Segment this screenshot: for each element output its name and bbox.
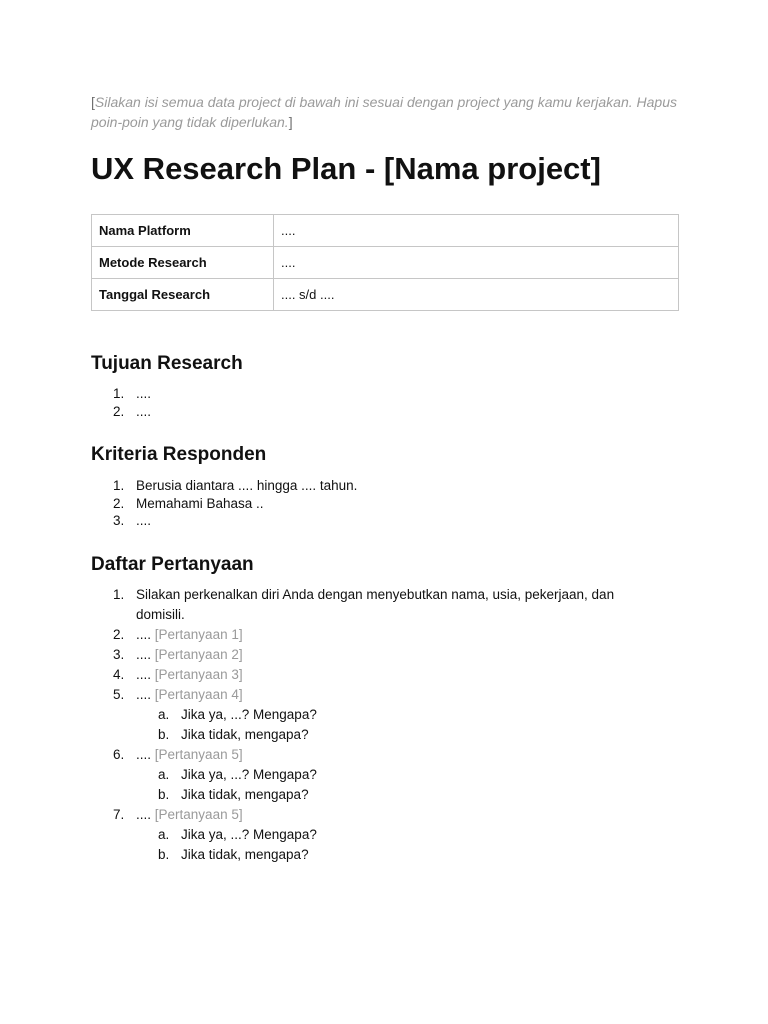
list-number: 1. [113, 478, 125, 493]
tujuan-list [91, 385, 151, 420]
list-text: .... [136, 403, 152, 419]
kriteria-list [91, 477, 357, 530]
list-item [91, 385, 151, 403]
question-text: .... [136, 627, 152, 642]
list-number: 4. [113, 667, 125, 682]
list-number: 7. [113, 807, 125, 822]
question-item [91, 805, 651, 865]
sub-list-letter: a. [158, 707, 170, 722]
question-item [91, 585, 651, 625]
table-value: .... [274, 247, 679, 279]
question-hint: [Pertanyaan 5] [154, 747, 243, 762]
note-text: Silakan isi semua data project di bawah ini sesuai dengan project yang kamu kerjakan. Hapus poin-poin yang tidak diperlukan. [91, 94, 678, 130]
note-close-bracket: ] [288, 114, 293, 130]
question-text: .... [136, 667, 152, 682]
sub-list-letter: b. [158, 727, 170, 742]
list-text: .... [136, 513, 152, 528]
note-open-bracket: [ [91, 94, 95, 110]
list-item [91, 495, 357, 513]
list-item [91, 477, 357, 495]
sub-question-text: Jika ya, ...? Mengapa? [181, 707, 317, 722]
table-label: Tanggal Research [92, 279, 274, 311]
table-value: .... s/d .... [274, 279, 679, 311]
question-hint: [Pertanyaan 1] [154, 627, 243, 642]
table-row [92, 279, 679, 311]
sub-question-item [136, 765, 651, 785]
sub-question-item [136, 825, 651, 845]
heading-daftar-pertanyaan: Daftar Pertanyaan [91, 554, 254, 575]
question-item [91, 745, 651, 805]
sub-list-letter: b. [158, 787, 170, 802]
project-info-table [91, 214, 679, 311]
sub-question-item [136, 725, 651, 745]
table-row [92, 215, 679, 247]
sub-question-item [136, 845, 651, 865]
heading-tujuan-research: Tujuan Research [91, 353, 243, 374]
table-label: Metode Research [92, 247, 274, 279]
table-value: .... [274, 215, 679, 247]
sub-question-item [136, 785, 651, 805]
sub-question-list [136, 765, 651, 805]
sub-question-item [136, 705, 651, 725]
list-item [91, 403, 151, 421]
question-hint: [Pertanyaan 2] [154, 647, 243, 662]
list-number: 3. [113, 647, 125, 662]
sub-question-text: Jika tidak, mengapa? [181, 847, 309, 862]
pertanyaan-list [91, 585, 651, 865]
list-number: 1. [113, 386, 125, 401]
question-text: .... [136, 807, 152, 822]
list-text: Memahami Bahasa .. [136, 495, 264, 511]
sub-question-text: Jika tidak, mengapa? [181, 727, 309, 742]
heading-kriteria-responden: Kriteria Responden [91, 444, 267, 465]
sub-list-letter: a. [158, 767, 170, 782]
sub-question-list [136, 705, 651, 745]
question-item [91, 685, 651, 745]
question-text: Silakan perkenalkan diri Anda dengan menyebutkan nama, usia, pekerjaan, dan domisili. [136, 587, 615, 622]
question-item [91, 645, 651, 665]
page-title: UX Research Plan - [Nama project] [91, 151, 601, 186]
instruction-note [91, 92, 679, 132]
sub-list-letter: b. [158, 847, 170, 862]
question-item [91, 625, 651, 645]
list-number: 2. [113, 495, 125, 511]
sub-question-text: Jika tidak, mengapa? [181, 787, 309, 802]
list-item [91, 512, 357, 530]
sub-question-list [136, 825, 651, 865]
list-number: 5. [113, 687, 125, 702]
list-number: 1. [113, 587, 125, 602]
question-text: .... [136, 647, 152, 662]
sub-question-text: Jika ya, ...? Mengapa? [181, 767, 317, 782]
question-text: .... [136, 687, 152, 702]
sub-list-letter: a. [158, 827, 170, 842]
question-hint: [Pertanyaan 4] [154, 687, 243, 702]
question-hint: [Pertanyaan 3] [154, 667, 243, 682]
table-row [92, 247, 679, 279]
question-text: .... [136, 747, 152, 762]
list-number: 3. [113, 513, 125, 528]
question-hint: [Pertanyaan 5] [154, 807, 243, 822]
list-text: .... [136, 386, 152, 401]
list-text: Berusia diantara .... hingga .... tahun. [136, 478, 358, 493]
question-item [91, 665, 651, 685]
list-number: 6. [113, 747, 125, 762]
list-number: 2. [113, 627, 125, 642]
list-number: 2. [113, 403, 125, 419]
table-label: Nama Platform [92, 215, 274, 247]
sub-question-text: Jika ya, ...? Mengapa? [181, 827, 317, 842]
